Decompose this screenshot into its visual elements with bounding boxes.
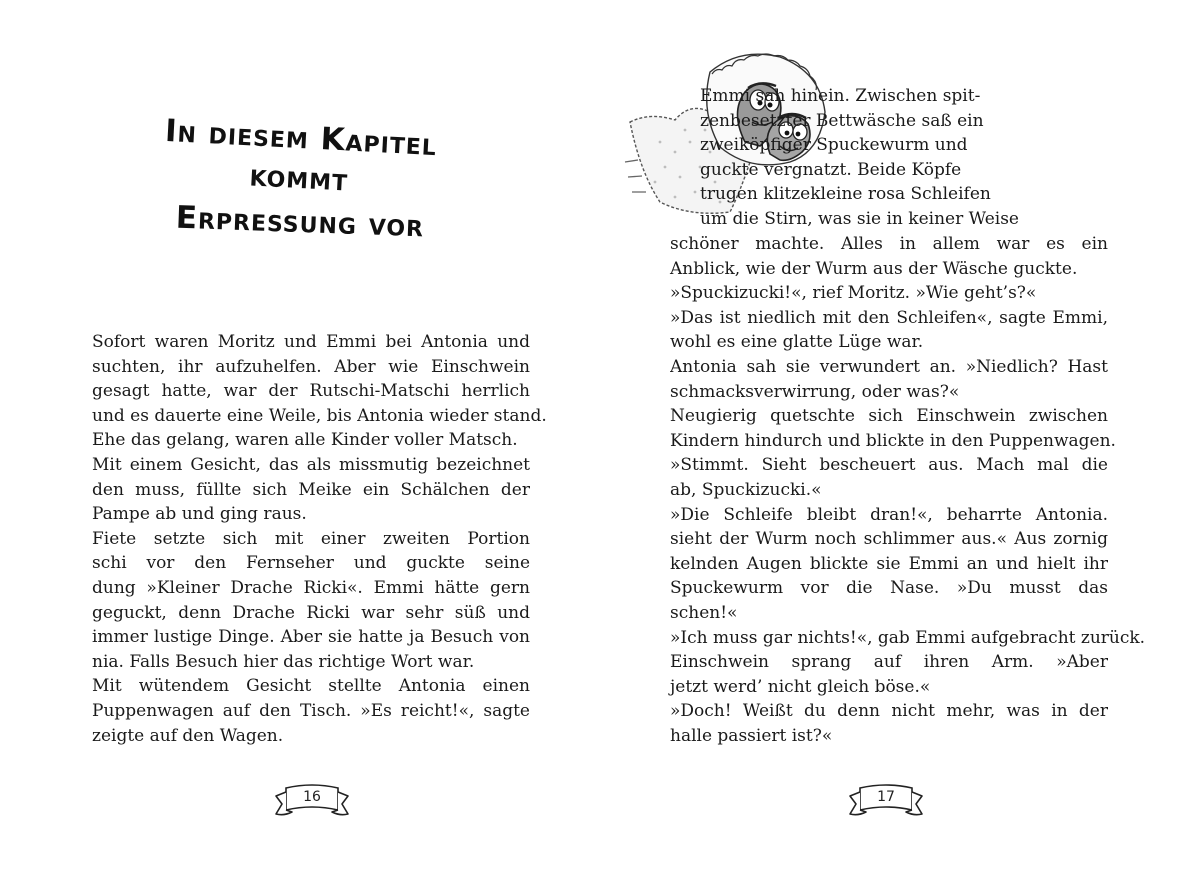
text-line: Anblick, wie der Wurm aus der Wäsche guckte. bbox=[670, 258, 1078, 279]
text-line: Fiete setzte sich mit einer zweiten Portion bbox=[92, 528, 530, 549]
text-line: schmacksverwirrung, oder was?« bbox=[670, 381, 960, 402]
text-line: schen!« bbox=[670, 602, 738, 623]
text-line: jetzt werd’ nicht gleich böse.« bbox=[670, 676, 931, 697]
text-line: geguckt, denn Drache Ricki war sehr süß und bbox=[92, 602, 530, 623]
text-line: und es dauerte eine Weile, bis Antonia wieder stand. bbox=[92, 405, 547, 426]
text-line: »Das ist niedlich mit den Schleifen«, sagte Emmi, bbox=[670, 307, 1108, 328]
text-line: Emmi sah hinein. Zwischen spit- bbox=[700, 86, 981, 106]
page-number-banner-left bbox=[272, 780, 352, 834]
text-line: zweiköpfiger Spuckewurm und bbox=[700, 135, 968, 156]
page-number-16: 16 bbox=[303, 789, 321, 805]
text-line: ab, Spuckizucki.« bbox=[670, 479, 822, 500]
text-line: wohl es eine glatte Lüge war. bbox=[670, 332, 924, 353]
chapter-title bbox=[140, 112, 460, 245]
chapter-title-line-1: In diesem Kapitel kommt bbox=[164, 112, 438, 199]
text-line: trugen klitzekleine rosa Schleifen bbox=[700, 184, 991, 205]
text-line: Puppenwagen auf den Tisch. »Es reicht!«, sagte bbox=[92, 700, 530, 721]
text-line: Einschwein sprang auf ihren Arm. »Aber bbox=[670, 652, 1108, 673]
text-line: »Die Schleife bleibt dran!«, beharrte Antonia. bbox=[670, 504, 1108, 525]
text-line: halle passiert ist?« bbox=[670, 725, 833, 746]
text-line: gesagt hatte, war der Rutschi-Matschi herrlich bbox=[92, 381, 530, 402]
text-line: »Doch! Weißt du denn nicht mehr, was in der bbox=[670, 701, 1108, 722]
text-line: Antonia sah sie verwundert an. »Niedlich? Hast bbox=[670, 356, 1108, 377]
text-line: Mit einem Gesicht, das als missmutig bezeichnet bbox=[92, 454, 530, 475]
text-line: guckte vergnatzt. Beide Köpfe bbox=[700, 159, 962, 180]
page-number-17: 17 bbox=[877, 789, 895, 805]
right-page-intro-text bbox=[700, 84, 1108, 232]
chapter-title-line-2: Erpressung vor bbox=[175, 199, 425, 245]
text-line: kelnden Augen blickte sie Emmi an und hielt ihr bbox=[670, 553, 1108, 574]
text-line: dung »Kleiner Drache Ricki«. Emmi hätte gern bbox=[92, 577, 530, 598]
text-line: Spuckewurm vor die Nase. »Du musst das bbox=[670, 578, 1108, 599]
text-line: Pampe ab und ging raus. bbox=[92, 504, 307, 525]
text-line: schi vor den Fernseher und guckte seine bbox=[92, 553, 530, 574]
text-line: schöner machte. Alles in allem war es ein bbox=[670, 234, 1108, 254]
text-line: Sofort waren Moritz und Emmi bei Antonia und bbox=[92, 332, 530, 352]
text-line: immer lustige Dinge. Aber sie hatte ja Besuch von bbox=[92, 627, 530, 648]
text-line: den muss, füllte sich Meike ein Schälchen der bbox=[92, 479, 530, 500]
text-line: nia. Falls Besuch hier das richtige Wort war. bbox=[92, 651, 475, 672]
text-line: Ehe das gelang, waren alle Kinder voller Matsch. bbox=[92, 430, 518, 451]
text-line: Neugierig quetschte sich Einschwein zwischen bbox=[670, 406, 1108, 427]
right-page-body-text bbox=[670, 232, 1146, 748]
page-number-banner-right bbox=[846, 780, 926, 834]
text-line: sieht der Wurm noch schlimmer aus.« Aus zornig bbox=[670, 529, 1108, 550]
text-line: »Stimmt. Sieht bescheuert aus. Mach mal die bbox=[670, 455, 1108, 476]
text-line: suchten, ihr aufzuhelfen. Aber wie Einschwein bbox=[92, 356, 530, 377]
text-line: zeigte auf den Wagen. bbox=[92, 725, 284, 746]
text-line: »Ich muss gar nichts!«, gab Emmi aufgebracht zurück. bbox=[670, 627, 1146, 648]
text-line: um die Stirn, was sie in keiner Weise bbox=[700, 208, 1019, 229]
text-line: zenbesetzter Bettwäsche saß ein bbox=[700, 110, 984, 131]
text-line: Kindern hindurch und blickte in den Puppenwagen. bbox=[670, 430, 1116, 451]
left-page-body-text bbox=[92, 330, 547, 748]
text-line: »Spuckizucki!«, rief Moritz. »Wie geht’s?« bbox=[670, 283, 1037, 304]
text-line: Mit wütendem Gesicht stellte Antonia einen bbox=[92, 676, 530, 697]
